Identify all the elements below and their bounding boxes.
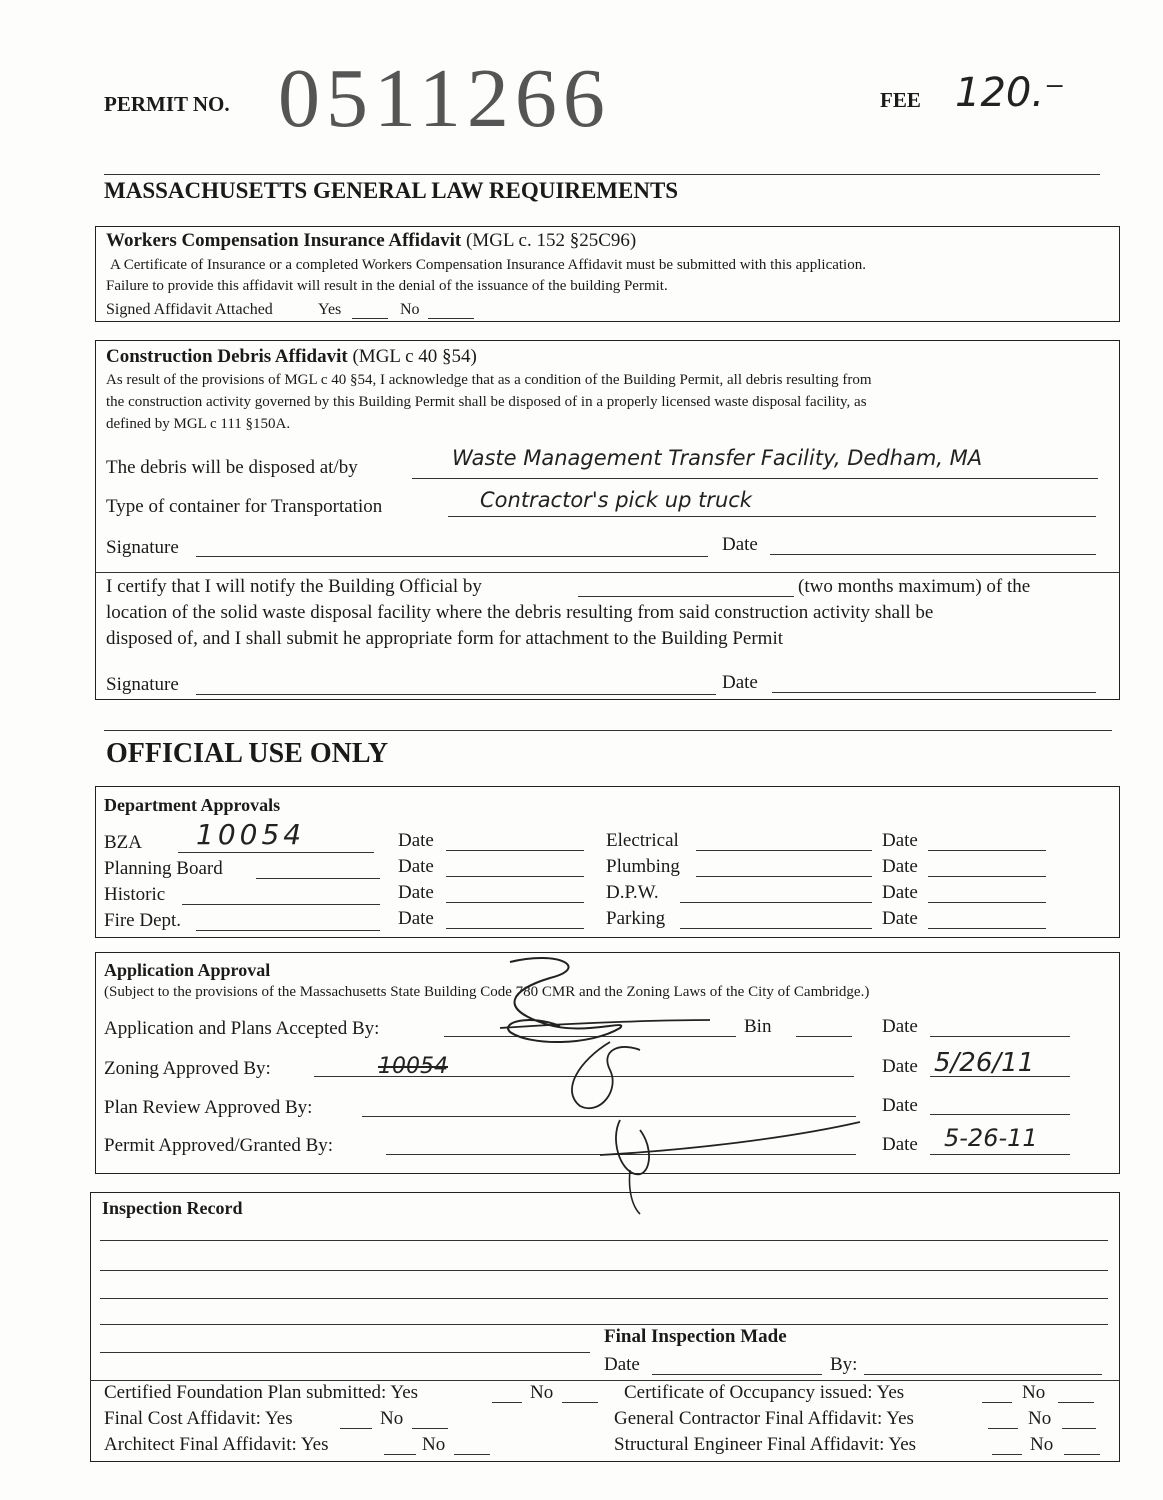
occupancy-no-label: No [1022,1382,1046,1403]
signature2-label: Signature [106,674,179,695]
workers-comp-line1: A Certificate of Insurance or a completed Workers Compensation Insurance Affidavit must be submitted with this application. [110,257,866,273]
cost-no-label: No [380,1408,404,1429]
signature2-line[interactable] [196,694,716,695]
historic-date-label: Date [398,882,434,903]
plumbing-date-label: Date [882,856,918,877]
signature-date-label: Date [722,534,758,555]
final-by-label: By: [830,1354,858,1375]
inspection-title: Inspection Record [102,1198,243,1218]
review-date-label: Date [882,1095,918,1116]
workers-comp-heading [106,230,636,252]
final-date-line[interactable] [652,1374,822,1375]
mgl-title: MASSACHUSETTS GENERAL LAW REQUIREMENTS [104,178,679,203]
architect-yes-line[interactable] [384,1454,416,1455]
app-title: Application Approval [104,960,271,980]
cost-yes-line[interactable] [340,1428,372,1429]
planning-date-line[interactable] [446,876,584,877]
review-label: Plan Review Approved By: [104,1097,313,1118]
gc-no-label: No [1028,1408,1052,1429]
historic-date-line[interactable] [446,902,584,903]
affidavit-attached-label: Signed Affidavit Attached [106,301,273,318]
certify-line1b: (two months maximum) of the [798,576,1031,597]
architect-no-line[interactable] [454,1454,490,1455]
fee-value: 120.⁻ [955,70,1066,116]
zoning-date-label: Date [882,1056,918,1077]
certify-line1a: I certify that I will notify the Building Official by [106,576,482,597]
bza-value: 10054 [196,818,306,851]
gc-no-line[interactable] [1062,1428,1096,1429]
permit-date-line[interactable] [930,1154,1070,1155]
signature-date-line[interactable] [770,554,1096,555]
electrical-date-label: Date [882,830,918,851]
inspection-line-1[interactable] [100,1240,1108,1241]
inspection-line-5[interactable] [100,1352,590,1353]
certify-line2: location of the solid waste disposal facility where the debris resulting from said construction activity shall be [106,602,934,623]
gc-label: General Contractor Final Affidavit: Yes [614,1408,914,1429]
cost-no-line[interactable] [412,1428,448,1429]
architect-label: Architect Final Affidavit: Yes [104,1434,329,1455]
debris-title: Construction Debris Affidavit [106,346,348,367]
inspection-divider [90,1380,1120,1381]
affidavit-no-line[interactable] [428,318,474,319]
dpw-date-line[interactable] [928,902,1046,903]
historic-label: Historic [104,884,166,905]
plumbing-date-line[interactable] [928,876,1046,877]
zoning-label: Zoning Approved By: [104,1058,271,1079]
fire-label: Fire Dept. [104,910,182,931]
dept-title: Department Approvals [104,795,281,815]
debris-line1: As result of the provisions of MGL c 40 §54, I acknowledge that as a condition of the Building Permit, all debris resulting from [106,372,872,388]
dpw-label: D.P.W. [606,882,659,903]
occupancy-no-line[interactable] [1058,1402,1094,1403]
accepted-date-line[interactable] [930,1036,1070,1037]
plumbing-line[interactable] [696,876,872,877]
signature2-date-label: Date [722,672,758,693]
permit-granted-label: Permit Approved/Granted By: [104,1135,334,1156]
disposed-line[interactable] [412,478,1098,479]
debris-line3: defined by MGL c 111 §150A. [106,416,291,432]
historic-line[interactable] [182,904,380,905]
review-date-line[interactable] [930,1114,1070,1115]
parking-date-line[interactable] [928,928,1046,929]
permit-date-label: Date [882,1134,918,1155]
signature2-date-line[interactable] [772,692,1096,693]
accepted-label: Application and Plans Accepted By: [104,1018,380,1039]
inspection-line-4[interactable] [100,1324,1108,1325]
workers-comp-ref: (MGL c. 152 §25C96) [461,230,637,251]
structural-no-label: No [1030,1434,1054,1455]
parking-label: Parking [606,908,666,929]
bza-label: BZA [104,832,142,853]
permit-label: PERMIT NO. [104,92,230,116]
app-subtitle: (Subject to the provisions of the Massachusetts State Building Code 780 CMR and the Zoning Laws of the City of Cambridge.) [104,984,870,1000]
architect-no-label: No [422,1434,446,1455]
accepted-date-label: Date [882,1016,918,1037]
fire-date-line[interactable] [446,928,584,929]
cost-label: Final Cost Affidavit: Yes [104,1408,293,1429]
structural-yes-line[interactable] [992,1454,1022,1455]
notify-date-line[interactable] [578,596,794,597]
electrical-date-line[interactable] [928,850,1046,851]
gc-yes-line[interactable] [988,1428,1018,1429]
planning-line[interactable] [256,878,380,879]
fire-line[interactable] [196,930,380,931]
foundation-no-label: No [530,1382,554,1403]
header-rule [104,174,1100,175]
structural-no-line[interactable] [1064,1454,1100,1455]
bza-date-line[interactable] [446,850,584,851]
fire-date-label: Date [398,908,434,929]
dpw-date-label: Date [882,882,918,903]
debris-divider [95,572,1120,573]
zoning-value: 10054 [378,1054,448,1079]
final-inspection-title: Final Inspection Made [604,1326,787,1347]
affidavit-no-label: No [400,301,420,318]
occupancy-label: Certificate of Occupancy issued: Yes [624,1382,905,1403]
inspection-line-3[interactable] [100,1298,1108,1299]
electrical-label: Electrical [606,830,679,851]
structural-label: Structural Engineer Final Affidavit: Yes [614,1434,917,1455]
debris-ref: (MGL c 40 §54) [347,346,477,367]
official-rule [104,730,1112,731]
workers-comp-line2: Failure to provide this affidavit will result in the denial of the issuance of the building Permit. [106,278,668,294]
signature-label: Signature [106,537,179,558]
planning-label: Planning Board [104,858,223,879]
dpw-line[interactable] [680,902,872,903]
final-by-line[interactable] [864,1374,1102,1375]
electrical-line[interactable] [696,850,872,851]
zoning-date-value: 5/26/11 [934,1048,1035,1078]
fee-label: FEE [880,88,921,112]
affidavit-yes-label: Yes [318,301,342,318]
official-title: OFFICIAL USE ONLY [106,738,389,769]
workers-comp-title: Workers Compensation Insurance Affidavit [106,230,462,251]
disposed-label: The debris will be disposed at/by [106,457,358,478]
disposed-value: Waste Management Transfer Facility, Dedham, MA [452,446,983,470]
container-label: Type of container for Transportation [106,496,383,517]
parking-line[interactable] [680,928,872,929]
plumbing-label: Plumbing [606,856,680,877]
bza-line[interactable] [178,852,374,853]
signature-line[interactable] [196,556,708,557]
planning-date-label: Date [398,856,434,877]
affidavit-yes-line[interactable] [352,318,388,319]
parking-date-label: Date [882,908,918,929]
debris-line2: the construction activity governed by this Building Permit shall be disposed of in a properly licensed waste disposal facility, as [106,394,867,410]
official-signature [470,950,890,1220]
permit-date-value: 5-26-11 [944,1124,1038,1152]
foundation-no-line[interactable] [562,1402,598,1403]
permit-number: 0511266 [278,52,611,145]
occupancy-yes-line[interactable] [982,1402,1012,1403]
final-date-label: Date [604,1354,640,1375]
foundation-label: Certified Foundation Plan submitted: Yes [104,1382,419,1403]
container-line[interactable] [448,516,1096,517]
bin-label: Bin [744,1016,772,1037]
foundation-yes-line[interactable] [492,1402,522,1403]
container-value: Contractor's pick up truck [480,488,752,512]
debris-heading [106,346,477,368]
bza-date-label: Date [398,830,434,851]
certify-line3: disposed of, and I shall submit he appropriate form for attachment to the Building Permit [106,628,783,649]
inspection-line-2[interactable] [100,1270,1108,1271]
